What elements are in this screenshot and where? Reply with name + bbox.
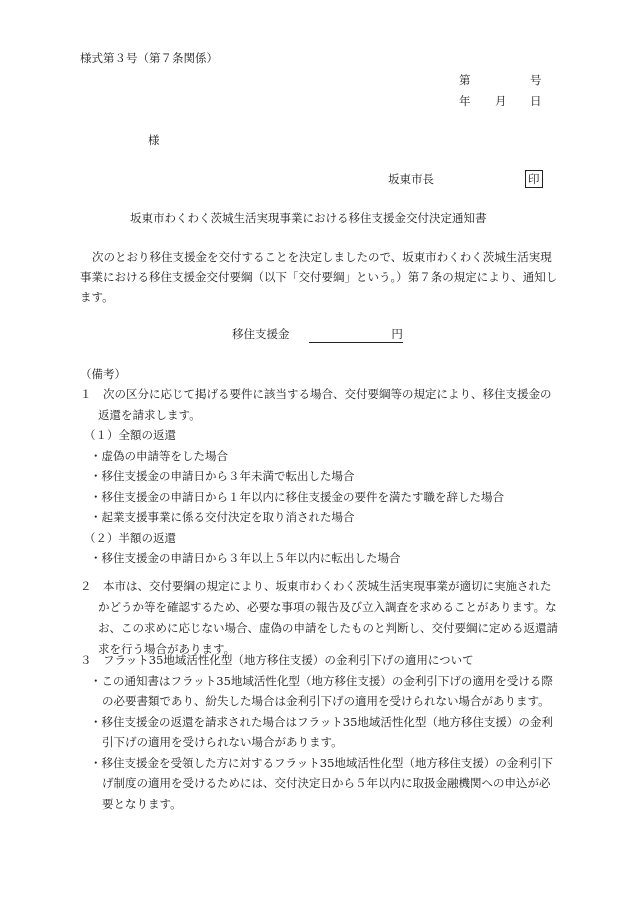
addressee-honorific: 様: [148, 133, 160, 147]
list-item: ・移住支援金を受領した方に対するフラット35地域活性化型（地方移住支援）の金利引下げ制度の適用を受けるためには、交付決定日から５年以内に取扱金融機関への申込が必要となります。: [90, 755, 553, 811]
list-item: ・虚偽の申請等をした場合: [90, 448, 228, 463]
seal-label: 印: [525, 170, 543, 188]
amount-row: [232, 326, 403, 343]
list-item: ・移住支援金の返還を請求された場合はフラット35地域活性化型（地方移住支援）の金利引下げの適用を受けられない場合があります。: [90, 714, 553, 749]
seal-mark: [525, 170, 543, 188]
date-month: 月: [495, 94, 507, 108]
number-prefix: 第: [459, 73, 471, 87]
date-year: 年: [459, 94, 471, 108]
number-suffix: 号: [530, 73, 542, 87]
list-item: ・移住支援金の申請日から３年以上５年以内に転出した場合: [90, 551, 401, 565]
notes-item-3: [80, 650, 560, 814]
list-item: ・この通知書はフラット35地域活性化型（地方移住支援）の金利引下げの適用を受ける際の必要書類であり、紛失した場合は金利引下げの適用を受けられない場合があります。: [90, 673, 553, 708]
amount-field: [309, 326, 403, 343]
notes-item-1: [80, 384, 560, 569]
document-title: 坂東市わくわく茨城生活実現事業における移住支援金交付決定通知書: [130, 211, 487, 225]
list-item: ・移住支援金の申請日から３年未満で転出した場合: [90, 469, 355, 483]
notes-item-1-text: １ 次の区分に応じて掲げる要件に該当する場合、交付要綱等の規定により、移住支援金の返還を請求します。: [80, 387, 552, 422]
half-return-heading: （２）半額の返還: [84, 530, 176, 545]
body-paragraph: [80, 247, 560, 307]
form-label: 様式第３号（第７条関係）: [80, 51, 218, 65]
amount-label: 移住支援金: [232, 327, 290, 341]
full-return-heading: （１）全額の返還: [84, 428, 176, 442]
list-item: ・起業支援事業に係る交付決定を取り消された場合: [90, 510, 355, 524]
date-day: 日: [530, 94, 542, 108]
notes-item-2-text: ２ 本市は、交付要綱の規定により、坂東市わくわく茨城生活実現事業が適切に実施されたかどうか等を確認するため、必要な事項の報告及び立入調査を求めることがあります。なお、この求めに応じない場合、虚偽の申請をしたものと判断し、交付要綱に定める返還請求を行う場合があります。: [80, 579, 558, 656]
notes-heading: （備考）: [80, 367, 126, 381]
body-text: 次のとおり移住支援金を交付することを決定しましたので、坂東市わくわく茨城生活実現事業における移住支援金交付要綱（以下「交付要綱」という。）第７条の規定により、通知します。: [80, 250, 558, 304]
notes-item-2: [80, 576, 560, 660]
sender-title: 坂東市長: [388, 172, 434, 186]
list-item: ・移住支援金の申請日から１年以内に移住支援金の要件を満たす職を辞した場合: [90, 489, 504, 504]
notes-item-3-heading: ３ フラット35地域活性化型（地方移住支援）の金利引下げの適用について: [80, 653, 474, 667]
amount-unit: 円: [391, 327, 403, 341]
